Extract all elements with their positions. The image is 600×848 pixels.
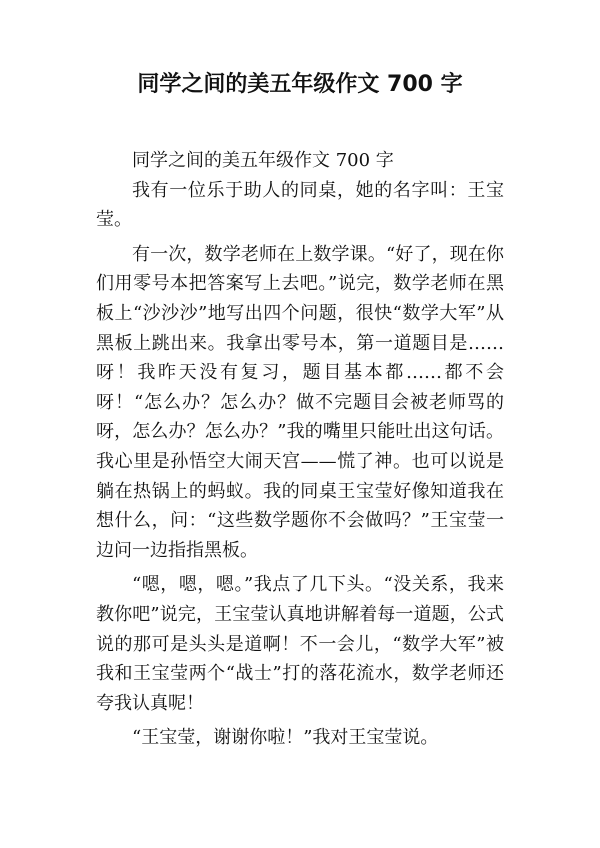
paragraph-math-class: 有一次，数学老师在上数学课。“好了，现在你们用零号本把答案写上去吧。”说完，数学老师在黑板上“沙沙沙”地写出四个问题，很快“数学大军”从黑板上跳出来。我拿出零号本，第一道题目是……呀！我昨天没有复习，题目基本都……都不会呀！“怎么办？怎么办？做不完题目会被老师骂的呀，怎么办？怎么办？”我的嘴里只能吐出这句话。我心里是孙悟空大闹天宫——慌了神。也可以说是躺在热锅上的蚂蚁。我的同桌王宝莹好像知道我在想什么，问：“这些数学题你不会做吗？”王宝莹一边问一边指指黑板。 [96, 243, 504, 561]
paragraph-subtitle: 同学之间的美五年级作文 700 字 [132, 150, 394, 171]
paragraph-thanks: “王宝莹，谢谢你啦！”我对王宝莹说。 [132, 727, 439, 749]
paragraph-intro: 我有一位乐于助人的同桌，她的名字叫：王宝莹。 [96, 179, 504, 231]
document-body [96, 146, 504, 758]
document-title: 同学之间的美五年级作文 700 字 [137, 72, 463, 97]
paragraph-help: “嗯，嗯，嗯。”我点了几下头。“没关系，我来教你吧”说完，王宝莹认真地讲解着每一道题，公式说的那可是头头是道啊！不一会儿，“数学大军”被我和王宝莹两个“战士”打的落花流水，数学老师还夸我认真呢！ [96, 574, 504, 714]
